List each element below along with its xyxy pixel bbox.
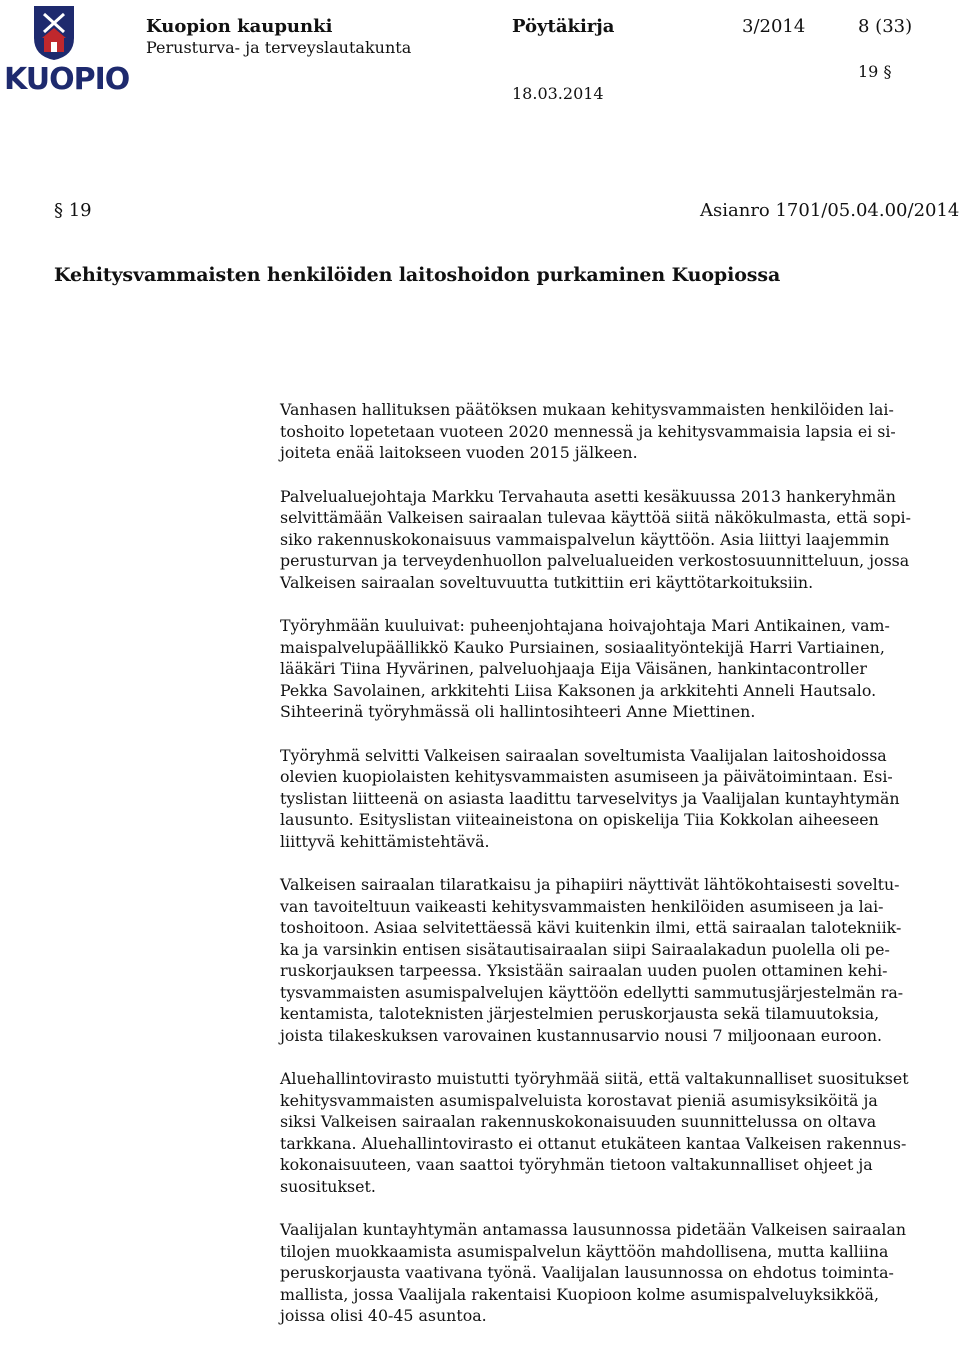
section-number: § 19	[54, 200, 92, 221]
paragraph: Vanhasen hallituksen päätöksen mukaan kehitysvammaisten henkilöiden lai- toshoito lopetetaan vuoteen 2020 mennessä ja kehitysvammaisia lapsia ei si- joiteta enää laitokseen vuoden 2015 jälkeen.	[280, 400, 896, 462]
doc-number: 3/2014	[742, 16, 806, 37]
meeting-date: 18.03.2014	[512, 84, 604, 103]
page-title: Kehitysvammaisten henkilöiden laitoshoidon purkaminen Kuopiossa	[54, 264, 781, 286]
coat-of-arms-icon	[4, 4, 104, 62]
paragraph: Vaalijalan kuntayhtymän antamassa lausunnossa pidetään Valkeisen sairaalan tilojen muokkaamista asumispalvelun käyttöön mahdollisena, mutta kalliina peruskorjausta vaativana työnä. Vaalijalan lausunnossa on ehdotus toiminta- mallista, jossa Vaalijala rakentaisi Kuopioon kolme asumispalveluyksikköä, joissa olisi 40-45 asuntoa.	[280, 1220, 907, 1325]
section-reference: 19 §	[858, 62, 892, 81]
board-name: Perusturva- ja terveyslautakunta	[146, 38, 412, 57]
doc-type: Pöytäkirja	[512, 16, 615, 37]
page-number: 8 (33)	[858, 16, 913, 37]
logo-wordmark: KUOPIO	[4, 62, 130, 97]
kuopio-logo	[4, 4, 130, 100]
paragraph: Työryhmään kuuluivat: puheenjohtajana hoivajohtaja Mari Antikainen, vam- maispalvelupäällikkö Kauko Pursiainen, sosiaalityöntekijä Harri Vartiainen, lääkäri Tiina Hyvärinen, palveluohjaaja Eija Väisänen, hankintacontroller Pekka Savolainen, arkkitehti Liisa Kaksonen ja arkkitehti Anneli Hautsalo. Sihteerinä työryhmässä oli hallintosihteeri Anne Miettinen.	[280, 616, 890, 721]
org-name: Kuopion kaupunki	[146, 16, 333, 37]
paragraph: Aluehallintovirasto muistutti työryhmää siitä, että valtakunnalliset suositukset kehitysvammaisten asumispalveluista korostavat pieniä asumisyksiköitä ja siksi Valkeisen sairaalan rakennuskokonaisuuden suunnittelussa on oltava tarkkana. Aluehallintovirasto ei ottanut etukäteen kantaa Valkeisen rakennus- kokonaisuuteen, vaan saattoi työryhmän tietoon valtakunnalliset ohjeet ja suositukset.	[280, 1069, 909, 1196]
document-body	[280, 399, 960, 1349]
case-number: Asianro 1701/05.04.00/2014	[700, 200, 960, 221]
paragraph: Palvelualuejohtaja Markku Tervahauta asetti kesäkuussa 2013 hankeryhmän selvittämään Valkeisen sairaalan tulevaa käyttöä siitä näkökulmasta, että sopi- siko rakennuskokonaisuus vammaispalvelun käyttöön. Asia liittyi laajemmin perusturvan ja terveydenhuollon palvelualueiden verkostosuunnitteluun, jossa Valkeisen sairaalan soveltuvuutta tutkittiin eri käyttötarkoituksiin.	[280, 486, 911, 592]
paragraph: Valkeisen sairaalan tilaratkaisu ja pihapiiri näyttivät lähtökohtaisesti soveltu- van tavoiteltuun vaikeasti kehitysvammaisten henkilöiden asumiseen ja lai- toshoitoon. Asiaa selvitettäessä kävi kuitenkin ilmi, että sairaalan talotekniik- ka ja varsinkin entisen sisätautisairaalan siipi Sairaalakadun puolella oli pe- ruskorjauksen tarpeessa. Yksistään sairaalan uuden puolen ottaminen kehi- tysvammaisten asumispalvelujen käyttöön edellytti sammutusjärjestelmän ra- kentamista, taloteknisten järjestelmien peruskorjausta sekä tilamuutoksia, joista tilakeskuksen varovainen kustannusarvio nousi 7 miljoonaan euroon.	[280, 875, 904, 1045]
paragraph: Työryhmä selvitti Valkeisen sairaalan soveltumista Vaalijalan laitoshoidossa olevien kuopiolaisten kehitysvammaisten asumiseen ja päivätoimintaan. Esi- tyslistan liitteenä on asiasta laadittu tarveselvitys ja Vaalijalan kuntayhtymän lausunto. Esityslistan viiteaineistona on opiskelija Tiia Kokkolan aiheeseen liittyvä kehittämistehtävä.	[280, 745, 900, 851]
